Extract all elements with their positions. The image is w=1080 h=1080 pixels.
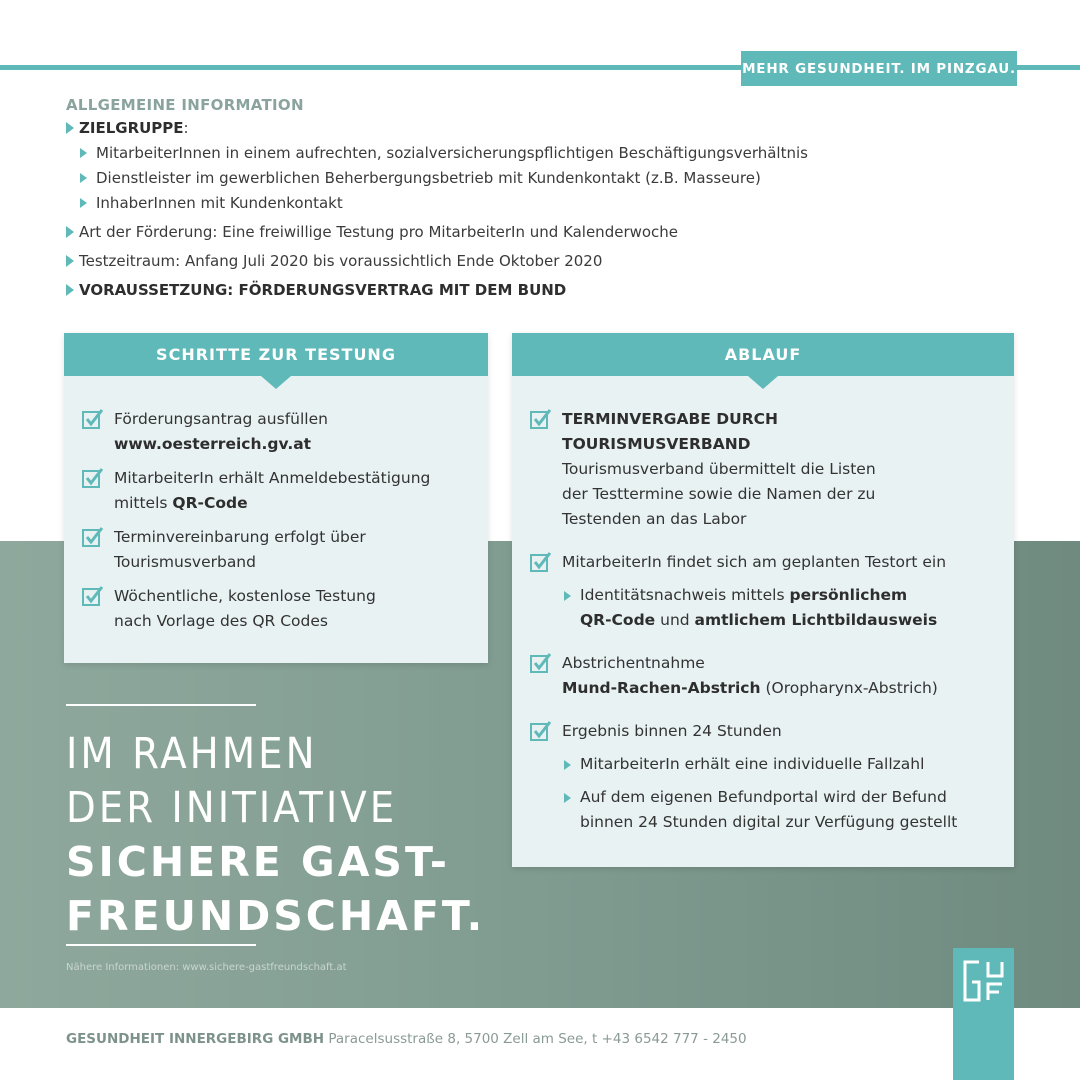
step-item xyxy=(82,407,476,457)
website-link[interactable]: www.oesterreich.gv.at xyxy=(114,435,312,453)
footer-address xyxy=(66,1031,747,1047)
zielgruppe-item xyxy=(66,143,1026,163)
ablauf-card xyxy=(512,333,1014,867)
schritte-list xyxy=(82,407,476,634)
ablauf-sub-bold: QR-Code xyxy=(580,611,656,629)
headline xyxy=(66,727,485,943)
checkbox-checked-icon xyxy=(82,467,104,489)
checkbox-checked-icon xyxy=(530,720,552,742)
footer-contact: Paracelsusstraße 8, 5700 Zell am See, t +43 6542 777 - 2450 xyxy=(324,1031,747,1047)
headline-line: SICHERE GAST- xyxy=(66,838,450,886)
checkbox-checked-icon xyxy=(530,551,552,573)
zielgruppe-colon: : xyxy=(183,119,189,137)
ablauf-item-bold: Mund-Rachen-Abstrich xyxy=(562,679,761,697)
more-info-link[interactable]: Nähere Informationen: www.sichere-gastfreundschaft.at xyxy=(66,962,347,973)
ablauf-item xyxy=(530,550,1002,633)
headline-top-rule xyxy=(66,704,256,706)
art-row xyxy=(66,222,1026,242)
step-text: Tourismusverband xyxy=(114,553,256,571)
checkbox-checked-icon xyxy=(82,526,104,548)
ablauf-item xyxy=(530,651,1002,701)
ablauf-sub-text: Auf dem eigenen Befundportal wird der Befund xyxy=(580,788,947,806)
step-text: Wöchentliche, kostenlose Testung xyxy=(114,587,376,605)
ablauf-item-text: Testenden an das Labor xyxy=(562,510,747,528)
triangle-bullet-icon xyxy=(66,122,74,134)
ablauf-list xyxy=(530,407,1002,835)
zeitraum-text: Testzeitraum: Anfang Juli 2020 bis voraussichtlich Ende Oktober 2020 xyxy=(79,252,603,270)
ablauf-sub-item xyxy=(562,785,957,835)
ablauf-card-title: ABLAUF xyxy=(512,333,1014,376)
step-text: MitarbeiterIn erhält Anmeldebestätigung xyxy=(114,469,431,487)
zielgruppe-item-text: Dienstleister im gewerblichen Beherbergungsbetrieb mit Kundenkontakt (z.B. Masseure) xyxy=(96,169,761,187)
triangle-bullet-icon xyxy=(80,148,87,158)
ablauf-sub-bold: amtlichem Lichtbildausweis xyxy=(694,611,938,629)
ablauf-sub-item xyxy=(562,583,946,633)
schritte-card xyxy=(64,333,488,663)
ablauf-item-text: MitarbeiterIn findet sich am geplanten Testort ein xyxy=(562,553,947,571)
ablauf-item-text: Tourismusverband übermittelt die Listen xyxy=(562,460,876,478)
triangle-bullet-icon xyxy=(66,284,74,296)
triangle-bullet-icon xyxy=(80,173,87,183)
step-item xyxy=(82,584,476,634)
zielgruppe-item-text: InhaberInnen mit Kundenkontakt xyxy=(96,194,343,212)
logo xyxy=(953,948,1014,1080)
zielgruppe-label: ZIELGRUPPE xyxy=(79,119,184,137)
ablauf-sub-bold: persönlichem xyxy=(789,586,908,604)
voraussetzung-row xyxy=(66,280,1026,300)
tagline-badge: MEHR GESUNDHEIT. IM PINZGAU. xyxy=(741,51,1017,86)
headline-line: FREUNDSCHAFT. xyxy=(66,892,486,940)
ablauf-item-title: TOURISMUSVERBAND xyxy=(562,435,751,453)
step-text: nach Vorlage des QR Codes xyxy=(114,612,328,630)
checkbox-checked-icon xyxy=(82,585,104,607)
triangle-bullet-icon xyxy=(80,198,87,208)
ablauf-item xyxy=(530,719,1002,835)
general-info-section xyxy=(66,96,1026,300)
ablauf-sub-item xyxy=(562,752,957,777)
step-item xyxy=(82,525,476,575)
ablauf-sub-text: MitarbeiterIn erhält eine individuelle Fallzahl xyxy=(580,755,925,773)
ablauf-sub-text: binnen 24 Stunden digital zur Verfügung gestellt xyxy=(580,813,958,831)
qr-code-text: QR-Code xyxy=(172,494,248,512)
schritte-card-title: SCHRITTE ZUR TESTUNG xyxy=(64,333,488,376)
ablauf-item-title: TERMINVERGABE DURCH xyxy=(562,410,779,428)
checkbox-checked-icon xyxy=(530,652,552,674)
headline-bottom-rule xyxy=(66,944,256,946)
checkbox-checked-icon xyxy=(82,408,104,430)
ablauf-sub-text: und xyxy=(655,611,695,629)
step-text: Terminvereinbarung erfolgt über xyxy=(114,528,366,546)
gastfreundschaft-logo-icon xyxy=(961,958,1006,1004)
info-heading: ALLGEMEINE INFORMATION xyxy=(66,96,304,114)
checkbox-checked-icon xyxy=(530,408,552,430)
step-item xyxy=(82,466,476,516)
zeitraum-row xyxy=(66,251,1026,271)
triangle-bullet-icon xyxy=(564,760,571,770)
ablauf-item xyxy=(530,407,1002,532)
art-text: Art der Förderung: Eine freiwillige Testung pro MitarbeiterIn und Kalenderwoche xyxy=(79,223,679,241)
ablauf-sub-text: Identitätsnachweis mittels xyxy=(580,586,790,604)
ablauf-item-text: (Oropharynx-Abstrich) xyxy=(760,679,938,697)
ablauf-item-text: der Testtermine sowie die Namen der zu xyxy=(562,485,876,503)
zielgruppe-item xyxy=(66,193,1026,213)
triangle-bullet-icon xyxy=(66,255,74,267)
step-text: mittels xyxy=(114,494,173,512)
headline-line: DER INITIATIVE xyxy=(66,783,398,833)
headline-line: IM RAHMEN xyxy=(66,729,318,779)
zielgruppe-row xyxy=(66,118,1026,138)
ablauf-item-text: Abstrichentnahme xyxy=(562,654,705,672)
triangle-bullet-icon xyxy=(66,226,74,238)
voraussetzung-text: VORAUSSETZUNG: FÖRDERUNGSVERTRAG MIT DEM BUND xyxy=(79,281,567,299)
zielgruppe-item-text: MitarbeiterInnen in einem aufrechten, sozialversicherungspflichtigen Beschäftigungsverhältnis xyxy=(96,144,808,162)
step-text: Förderungsantrag ausfüllen xyxy=(114,410,328,428)
triangle-bullet-icon xyxy=(564,591,571,601)
ablauf-item-text: Ergebnis binnen 24 Stunden xyxy=(562,722,782,740)
footer-company: GESUNDHEIT INNERGEBIRG GMBH xyxy=(66,1031,325,1047)
triangle-bullet-icon xyxy=(564,793,571,803)
zielgruppe-item xyxy=(66,168,1026,188)
